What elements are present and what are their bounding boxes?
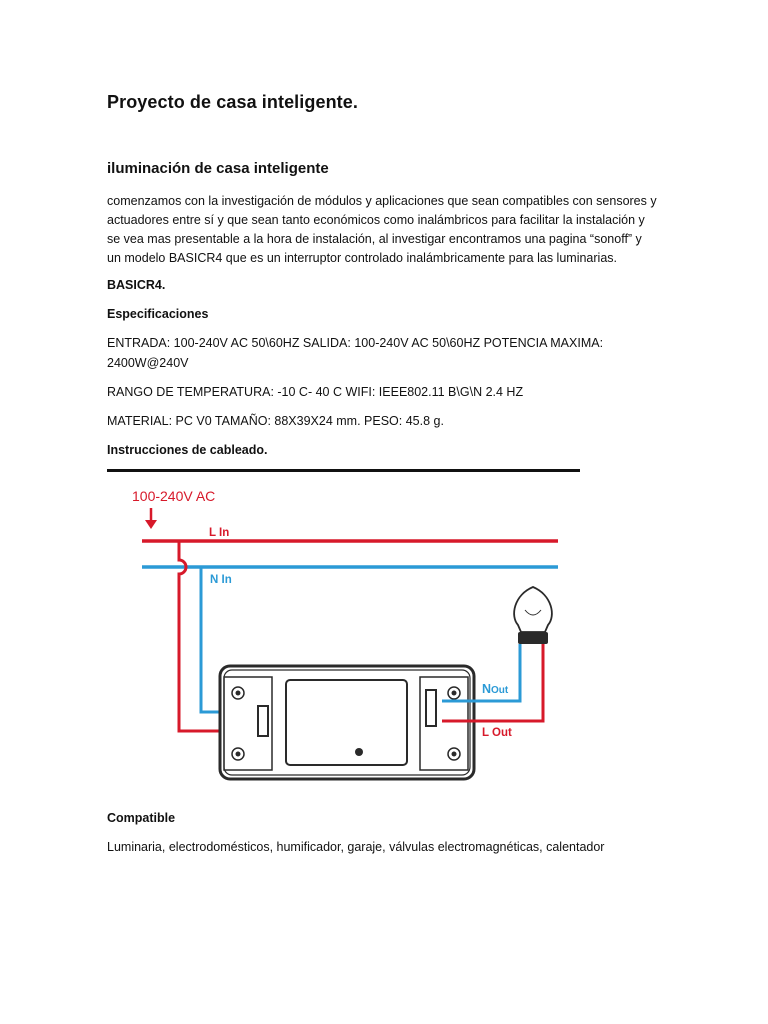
l-out-label: L Out [482,727,512,739]
intro-line: actuadores entre sí y que sean tanto económicos como inalámbricos para facilitar la instalación y [107,213,645,227]
compatible-text: Luminaria, electrodomésticos, humificador, garaje, válvulas electromagnéticas, calentador [107,840,605,854]
intro-paragraph [107,192,667,268]
intro-line: se vea mas presentable a la hora de instalación, al investigar encontramos una pagina “sonoff” y [107,232,642,246]
intro-line: un modelo BASICR4 que es un interruptor controlado inalámbricamente para las luminarias. [107,251,617,265]
specs-heading: Especificaciones [107,307,209,321]
specs-temperature-wifi: RANGO DE TEMPERATURA: -10 C- 40 C WIFI: IEEE802.11 B\G\N 2.4 HZ [107,385,524,399]
section-divider [107,469,580,472]
wiring-heading: Instrucciones de cableado. [107,443,268,457]
specs-material-size-weight: MATERIAL: PC V0 TAMAÑO: 88X39X24 mm. PESO: 45.8 g. [107,414,444,428]
specs-input-output: ENTRADA: 100-240V AC 50\60HZ SALIDA: 100-240V AC 50\60HZ POTENCIA MAXIMA: [107,336,604,350]
intro-line: comenzamos con la investigación de módulos y aplicaciones que sean compatibles con sensores y [107,194,657,208]
model-heading: BASICR4. [107,278,166,292]
n-out-label: NOut [482,682,509,696]
light-bulb-icon [514,587,552,644]
compatible-heading: Compatible [107,811,176,825]
down-arrow-icon [145,508,157,529]
specs-power: 2400W@240V [107,356,189,370]
n-in-label: N In [210,574,232,586]
page-title: Proyecto de casa inteligente. [107,92,358,112]
wiring-diagram [120,480,580,800]
l-in-label: L In [209,527,230,539]
relay-module-icon [220,666,474,779]
supply-label: 100-240V AC [132,488,216,504]
section-subtitle: iluminación de casa inteligente [107,160,329,177]
